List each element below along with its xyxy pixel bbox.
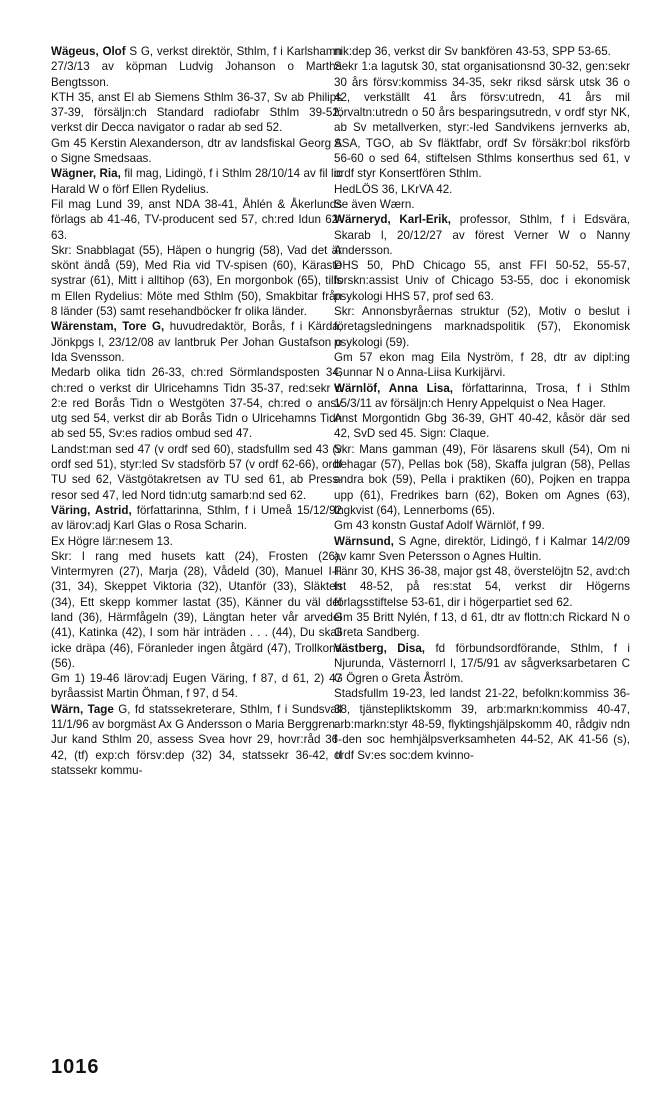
entry-paragraph bbox=[51, 365, 342, 441]
entry-name: Wärnsund, bbox=[334, 534, 394, 548]
entry-name: Wärenstam, Tore G, bbox=[51, 320, 165, 334]
entry-text: Anst Morgontidn Gbg 36-39, GHT 40-42, kåsör där sed 42, SvD sed 45. Sign: Claque. bbox=[334, 412, 630, 441]
entry-text: nik:dep 36, verkst dir Sv bankfören 43-53, SPP 53-65. bbox=[334, 45, 611, 58]
entry-paragraph bbox=[51, 442, 342, 503]
entry-text: Fänr 30, KHS 36-38, major gst 48, överstelöjtn 52, avd:ch fst 48-52, på res:stat 54, verkst dir Högerns förlagsstiftelse 53-61, dir i högerpartiet sed 62. bbox=[334, 565, 630, 609]
entry-name: Wägeus, Olof bbox=[51, 45, 126, 58]
entry-paragraph bbox=[334, 518, 630, 533]
entry-paragraph bbox=[334, 686, 630, 762]
entry-heading-paragraph bbox=[51, 166, 342, 197]
entry-paragraph bbox=[51, 671, 342, 702]
entry-heading-paragraph bbox=[51, 503, 342, 534]
entry-heading-paragraph bbox=[334, 212, 630, 258]
page-number: 1016 bbox=[51, 1056, 100, 1078]
entry-paragraph bbox=[334, 197, 630, 212]
entry-text: Gm 35 Britt Nylén, f 13, d 61, dtr av flottn:ch Rickard N o Greta Sandberg. bbox=[334, 610, 630, 640]
entry-paragraph bbox=[334, 442, 630, 518]
entry-paragraph bbox=[51, 534, 342, 549]
entry-text: Skr: Mans gamman (49), För läsarens skull (54), Om ni behagar (57), Pellas bok (58), Skaffa julgran (58), Pellas andra bok (59), Pella i praktiken (60), Pojken en trappa upp (61), Fredrikes barn (62), Boken om Agnes (63), Ingkvist (64), Lennerboms (65). bbox=[334, 442, 630, 517]
entry-paragraph bbox=[334, 182, 630, 197]
entry-text: författarinna, Sthlm, f i Umeå 15/12/92 av lärov:adj Karl Glas o Rosa Scharin. bbox=[51, 503, 342, 533]
entry-text: S G, verkst direktör, Sthlm, f i Karlshamn 27/3/13 av köpman Ludvig Johanson o Martha Bengtsson. bbox=[51, 45, 342, 89]
entry-text: DHS 50, PhD Chicago 55, anst FFI 50-52, 55-57, forskn:assist Univ of Chicago 53-55, doc i ekonomisk psykologi HHS 57, prof sed 63. bbox=[334, 259, 630, 303]
entry-heading-paragraph bbox=[334, 381, 630, 412]
entry-text: Sekr 1:a lagutsk 30, stat organisationsnd 30-32, gen:sekr 30 års försv:kommiss 34-35, sekr riksd särsk utsk 36 o 42, verkställt 41 års försv:utredn, 41 års mil förvaltn:utredn o 50 års besparingsutredn, v ordf styr NK, ab Sv metallverken, styr:-led Sandvikens jernverks ab, SSA, TGO, ab Sv fläktfabr, ordf Sv försäkr:bol riksförb 56-60 o sed 64, stiftelsen Sthlms konserthus sed 61, v ordf styr Konsertfören Sthlm. bbox=[334, 60, 630, 181]
entry-paragraph bbox=[334, 411, 630, 442]
entry-name: Wärnlöf, Anna Lisa, bbox=[334, 381, 454, 395]
entry-paragraph bbox=[334, 304, 630, 350]
entry-text: fd förbundsordförande, Sthlm, f i Njurunda, Västernorrl l, 17/5/91 av sågverksarbetaren C G Ögren o Greta Åström. bbox=[334, 641, 630, 686]
entry-text: Stadsfullm 19-23, led landst 21-22, befolkn:kommiss 36-38, tjänstepliktskomm 39, arb:markn:kommiss 40-47, arb:markn:styr 48-59, flyktingshjälpskomm 40, rådgiv ndn f den soc hemhjälpsverksamheten 44-52, AK 41-56 (s), ordf Sv:es soc:dem kvinno- bbox=[334, 687, 630, 762]
entry-paragraph bbox=[334, 350, 630, 381]
entry-text: Fil mag Lund 39, anst NDA 38-41, Åhlén & Åkerlunds förlags ab 41-46, TV-producent sed 57, ch:red Idun 62-63. bbox=[51, 197, 342, 242]
entry-heading-paragraph bbox=[51, 702, 342, 733]
entry-text: Jur kand Sthlm 20, assess Svea hovr 29, hovr:råd 36-42, (tf) exp:ch försv:dep (32) 34, statssekr 36-42, tf statssekr kommu- bbox=[51, 733, 342, 777]
entry-paragraph bbox=[51, 732, 342, 778]
entry-text: Medarb olika tidn 26-33, ch:red Sörmlandsposten 34, ch:red o verkst dir Ulricehamns Tidn 35-37, red:sekr o 2:e red Borås Tidn o Westgöten 37-54, ch:red o ansv utg sed 54, verkst dir ab Borås Tidn o Ulricehamns Tidn ab sed 55, Sv:es radios ombud sed 47. bbox=[51, 366, 342, 441]
entry-text: Skr: I rang med husets katt (24), Frosten (26), Vintermyren (27), Marja (28), Vådeld (30), Manuel I-II (31, 34), Skeppet Viktoria (32), Utanför (33), Släkten (34), Ett skepp kommer lastat (35), Känner du väl det land (36), Härmfågeln (39), Längtan heter vår arvedel (41), Katinka (42), I som här inträden . . . (44), Du skall icke dräpa (46), Föranleder ingen åtgärd (47), Trollkona (56). bbox=[51, 549, 342, 670]
entry-heading-paragraph bbox=[51, 44, 342, 90]
entry-text: Gm 57 ekon mag Eila Nyström, f 28, dtr av dipl:ing Gunnar N o Anna-Liisa Kurkijärvi. bbox=[334, 350, 630, 380]
entry-text: Skr: Snabblagat (55), Häpen o hungrig (58), Vad det är skönt ändå (59), Med Ria vid TV-spisen (60), Käraste systrar (61), Mitt i alltihop (63), En morgonbok (65), tills m Ellen Rydelius: Möte med Sthlm (50), Smakbitar från 8 länder (53) samt resehandböcker fr olika länder. bbox=[51, 243, 342, 319]
entry-text: huvudredaktör, Borås, f i Kärda, Jönkpgs l, 23/12/08 av lantbruk Per Johan Gustafson o Ida Svensson. bbox=[51, 320, 342, 364]
entry-name: Wärneryd, Karl-Erik, bbox=[334, 213, 451, 227]
entry-text: Ex Högre lär:nesem 13. bbox=[51, 534, 173, 548]
entry-text: författarinna, Trosa, f i Sthlm 15/3/11 av försäljn:ch Henry Appelquist o Nea Hager. bbox=[334, 381, 630, 410]
right-column bbox=[334, 44, 630, 763]
entry-text: professor, Sthlm, f i Edsvära, Skarab l, 20/12/27 av förest Verner W o Nanny Andersson. bbox=[334, 213, 630, 257]
entry-text: Gm 45 Kerstin Alexanderson, dtr av landsfiskal Georg A o Signe Smedsaas. bbox=[51, 136, 342, 166]
entry-paragraph bbox=[334, 564, 630, 610]
entry-text: Gm 43 konstn Gustaf Adolf Wärnlöf, f 99. bbox=[334, 519, 545, 533]
entry-text: Se även Wærn. bbox=[334, 197, 415, 211]
entry-text: Gm 1) 19-46 lärov:adj Eugen Väring, f 87, d 61, 2) 47 byråassist Martin Öhman, f 97, d 54. bbox=[51, 672, 342, 701]
entry-paragraph bbox=[51, 549, 342, 671]
entry-paragraph bbox=[51, 197, 342, 243]
entry-text: Skr: Annonsbyråernas struktur (52), Motiv o beslut i företagsledningens marknadspolitik (57), Ekonomisk psykologi (59). bbox=[334, 305, 630, 349]
entry-paragraph bbox=[51, 243, 342, 319]
entry-paragraph bbox=[51, 90, 342, 136]
entry-paragraph bbox=[334, 44, 630, 59]
entry-text: S Agne, direktör, Lidingö, f i Kalmar 14/2/09 av kamr Sven Petersson o Agnes Hultin. bbox=[334, 534, 630, 563]
entry-name: Wägner, Ria, bbox=[51, 167, 121, 181]
entry-text: fil mag, Lidingö, f i Sthlm 28/10/14 av fil lic Harald W o förf Ellen Rydelius. bbox=[51, 167, 342, 196]
entry-heading-paragraph bbox=[334, 534, 630, 565]
entry-text: KTH 35, anst El ab Siemens Sthlm 36-37, Sv ab Philips 37-39, försäljn:ch Standard radiofabr Sthlm 39-52, verkst dir Decca navigator o radar ab sed 52. bbox=[51, 90, 342, 135]
left-column bbox=[51, 44, 342, 778]
entry-text: HedLÖS 36, LKrVA 42. bbox=[334, 182, 453, 196]
entry-name: Wärn, Tage bbox=[51, 702, 114, 716]
entry-paragraph bbox=[334, 610, 630, 641]
entry-name: Väring, Astrid, bbox=[51, 503, 132, 517]
entry-name: Västberg, Disa, bbox=[334, 641, 425, 655]
entry-paragraph bbox=[334, 59, 630, 181]
entry-heading-paragraph bbox=[334, 641, 630, 687]
entry-paragraph bbox=[334, 258, 630, 304]
entry-text: Landst:man sed 47 (v ordf sed 60), stadsfullm sed 43 (v ordf sed 51), styr:led Sv stadsförb 57 (v ordf 62-66), ordf TU sed 62, Västgötakretsen av TU sed 61, ab Press-resor sed 47, led Nord tidn:utg samarb:nd sed 62. bbox=[51, 442, 342, 502]
entry-paragraph bbox=[51, 136, 342, 167]
entry-text: G, fd statssekreterare, Sthlm, f i Sundsvall 11/1/96 av borgmäst Ax G Andersson o Maria Berggren. bbox=[51, 702, 342, 732]
entry-heading-paragraph bbox=[51, 319, 342, 365]
